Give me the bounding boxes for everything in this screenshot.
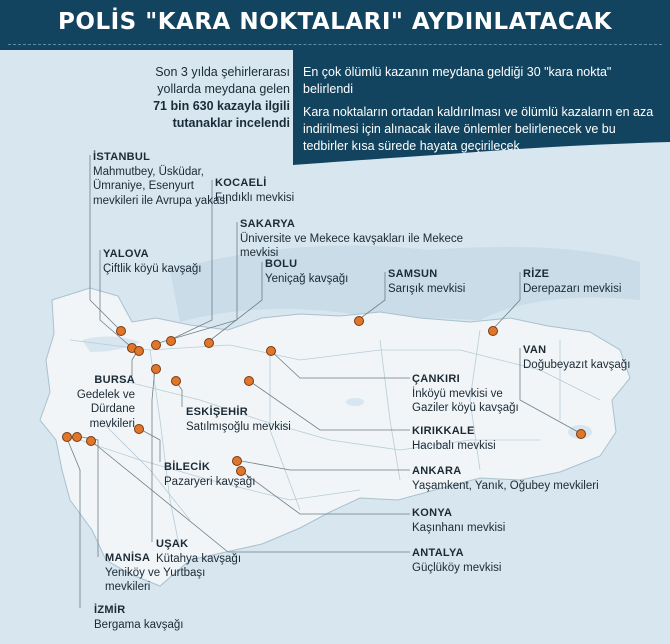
- marker-bolu[interactable]: [204, 338, 214, 348]
- marker-bilecik[interactable]: [134, 424, 144, 434]
- location-label-bilecik: [164, 460, 284, 489]
- location-label-sakarya: [240, 217, 500, 261]
- location-label-izmir: [94, 603, 204, 632]
- marker-istanbul[interactable]: [116, 326, 126, 336]
- location-desc: Kaşınhanı mevkisi: [412, 521, 506, 534]
- location-desc: Gedelek ve Dürdane mevkileri: [76, 388, 135, 430]
- intro-left-line2: yollarda meydana gelen: [157, 82, 290, 96]
- location-desc: Fındıklı mevkisi: [215, 191, 295, 204]
- location-label-yalova: [103, 247, 233, 276]
- intro-right-p1: En çok ölümlü kazanın meydana geldiği 30 "kara nokta" belirlendi: [303, 65, 612, 96]
- location-desc: Derepazarı mevkisi: [523, 282, 622, 295]
- location-desc: Çiftlik köyü kavşağı: [103, 262, 202, 275]
- page-title: POLİS "KARA NOKTALARI" AYDINLATACAK: [58, 9, 612, 35]
- city-name: ESKİŞEHİR: [186, 406, 248, 418]
- marker-samsun[interactable]: [354, 316, 364, 326]
- location-desc: Güçlüköy mevkisi: [412, 561, 502, 574]
- city-name: UŞAK: [156, 538, 189, 550]
- location-desc: Doğubeyazıt kavşağı: [523, 358, 631, 371]
- intro-left-line1: Son 3 yılda şehirlerarası: [155, 65, 290, 79]
- location-label-ankara: [412, 464, 612, 493]
- intro-left-bold1: 71 bin 630 kazayla ilgili: [153, 99, 290, 113]
- location-desc: Üniversite ve Mekece kavşakları ile Mekece mevkisi: [240, 232, 464, 259]
- city-name: KOCAELİ: [215, 177, 267, 189]
- location-desc: Mahmutbey, Üsküdar, Ümraniye, Esenyurt mevkileri ile Avrupa yakası: [93, 165, 229, 207]
- marker-izmir[interactable]: [62, 432, 72, 442]
- location-desc: Yeniçağ kavşağı: [265, 272, 349, 285]
- city-name: İSTANBUL: [93, 151, 151, 163]
- location-label-van: [523, 343, 653, 372]
- city-name: ANKARA: [412, 465, 462, 477]
- location-label-manisa: [105, 551, 215, 595]
- city-name: MANİSA: [105, 552, 151, 564]
- location-label-samsun: [388, 267, 508, 296]
- marker-antalya[interactable]: [86, 436, 96, 446]
- intro-right-p2: Kara noktaların ortadan kaldırılması ve ölümlü kazaların en aza indirilmesi için alınacak ilave önlemler belirlenecek ve bu tedbirler kısa sürede hayata geçirilecek: [303, 105, 654, 153]
- marker-rize[interactable]: [488, 326, 498, 336]
- city-name: KONYA: [412, 507, 453, 519]
- marker-eskisehir[interactable]: [171, 376, 181, 386]
- location-desc: Hacıbalı mevkisi: [412, 439, 496, 452]
- location-desc: Yeniköy ve Yurtbaşı mevkileri: [105, 566, 206, 593]
- marker-manisa[interactable]: [72, 432, 82, 442]
- city-name: ANTALYA: [412, 547, 464, 559]
- location-desc: Yaşamkent, Yanık, Oğubey mevkileri: [412, 479, 599, 492]
- city-name: KIRIKKALE: [412, 425, 475, 437]
- intro-left-bold2: tutanaklar incelendi: [172, 116, 290, 130]
- marker-kocaeli[interactable]: [166, 336, 176, 346]
- city-name: BİLECİK: [164, 461, 211, 473]
- location-desc: Kütahya kavşağı: [156, 552, 242, 565]
- location-label-kocaeli: [215, 176, 375, 205]
- city-name: SAMSUN: [388, 268, 438, 280]
- city-name: VAN: [523, 344, 547, 356]
- location-desc: Sarışık mevkisi: [388, 282, 466, 295]
- marker-van[interactable]: [576, 429, 586, 439]
- location-label-konya: [412, 506, 542, 535]
- marker-sakarya[interactable]: [151, 340, 161, 350]
- marker-cankiri[interactable]: [266, 346, 276, 356]
- location-desc: Pazaryeri kavşağı: [164, 475, 256, 488]
- location-label-bolu: [265, 257, 395, 286]
- marker-usak[interactable]: [151, 364, 161, 374]
- location-label-eskisehir: [186, 405, 306, 434]
- location-label-rize: [523, 267, 653, 296]
- location-label-antalya: [412, 546, 542, 575]
- location-desc: Satılmışoğlu mevkisi: [186, 420, 291, 433]
- city-name: RİZE: [523, 268, 550, 280]
- location-label-kirikkale: [412, 424, 542, 453]
- location-desc: Bergama kavşağı: [94, 618, 184, 631]
- city-name: BURSA: [94, 374, 135, 386]
- location-desc: İnköyü mevkisi ve Gaziler köyü kavşağı: [412, 387, 519, 414]
- city-name: YALOVA: [103, 248, 149, 260]
- city-name: ÇANKIRI: [412, 373, 460, 385]
- location-label-cankiri: [412, 372, 542, 416]
- location-label-bursa: [47, 373, 135, 431]
- marker-kirikkale[interactable]: [244, 376, 254, 386]
- city-name: İZMİR: [94, 604, 126, 616]
- city-name: SAKARYA: [240, 218, 296, 230]
- city-name: BOLU: [265, 258, 298, 270]
- marker-bursa[interactable]: [134, 346, 144, 356]
